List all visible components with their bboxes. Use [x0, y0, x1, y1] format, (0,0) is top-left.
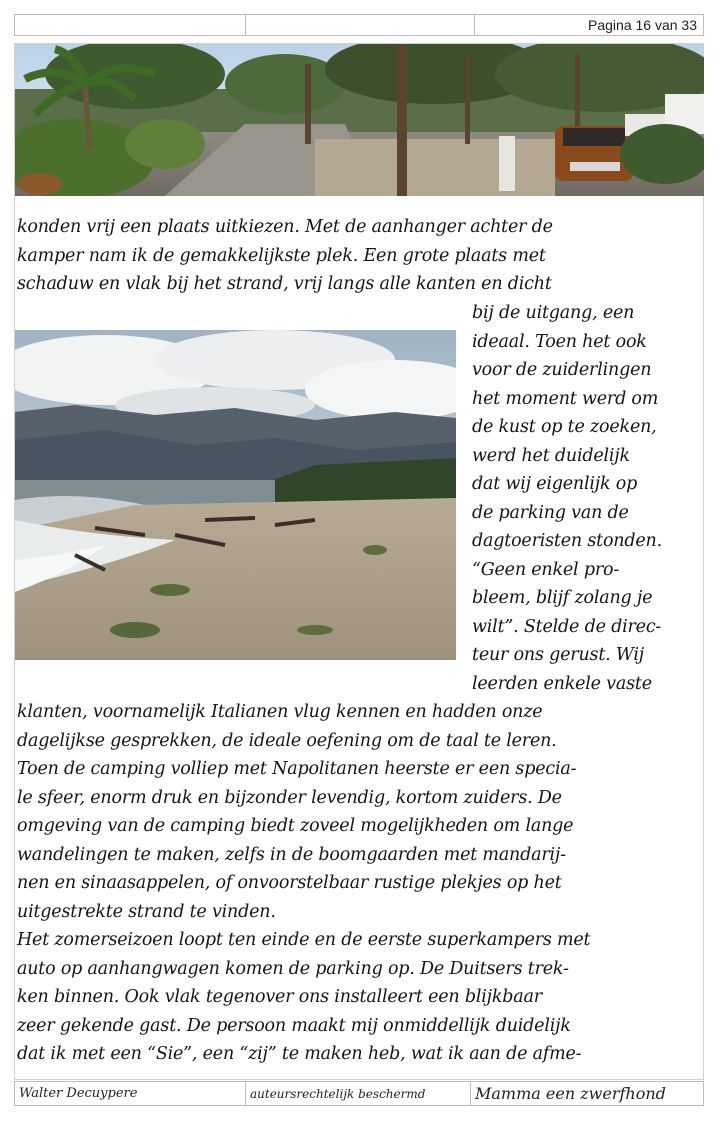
text-line: wilt”. Stelde de direc- — [472, 616, 662, 637]
paragraph-block-side — [472, 299, 662, 698]
text-line: schaduw en vlak bij het strand, vrij langs alle kanten en dicht — [17, 274, 552, 294]
page-number: Pagina 16 van 33 — [588, 17, 697, 33]
text-line: teur ons gerust. Wij — [472, 645, 644, 665]
footer-author: Walter Decuypere — [15, 1082, 246, 1105]
text-line: bleem, blijf zolang je — [472, 588, 653, 608]
header-cell-middle — [246, 15, 475, 35]
text-line: bij de uitgang, een — [472, 303, 635, 323]
text-line: voor de zuiderlingen — [472, 360, 652, 380]
text-line: le sfeer, enorm druk en bijzonder levendig, kortom zuiders. De — [17, 787, 562, 808]
text-line: het moment werd om — [472, 388, 659, 409]
text-line: dat ik met een “Sie”, een “zij” te maken heb, wat ik aan de afme- — [17, 1044, 582, 1064]
text-line: Het zomerseizoen loopt ten einde en de eerste superkampers met — [17, 930, 591, 950]
paragraph-block-top — [17, 213, 553, 299]
text-line: wandelingen te maken, zelfs in de boomgaarden met mandarij- — [17, 844, 566, 865]
text-line: dagtoeristen stonden. — [472, 531, 662, 551]
paragraph-block-bottom — [17, 698, 590, 1069]
text-line: konden vrij een plaats uitkiezen. Met de aanhanger achter de — [17, 217, 553, 237]
text-line: klanten, voornamelijk Italianen vlug kennen en hadden onze — [17, 702, 543, 722]
page-footer — [14, 1081, 704, 1106]
text-line: de kust op te zoeken, — [472, 417, 657, 437]
footer-book-title: Mamma een zwerfhond — [475, 1084, 666, 1103]
beach-photo — [15, 330, 456, 660]
text-line: dagelijkse gesprekken, de ideale oefening om de taal te leren. — [17, 730, 557, 751]
text-line: “Geen enkel pro- — [472, 559, 620, 580]
text-line: nen en sinaasappelen, of onvoorstelbaar rustige plekjes op het — [17, 873, 562, 893]
text-line: dat wij eigenlijk op — [472, 474, 638, 494]
text-line: omgeving van de camping biedt zoveel mogelijkheden om lange — [17, 816, 574, 836]
text-line: uitgestrekte strand te vinden. — [17, 901, 276, 922]
text-line: ken binnen. Ook vlak tegenover ons installeert een blijkbaar — [17, 987, 542, 1007]
text-line: zeer gekende gast. De persoon maakt mij onmiddellijk duidelijk — [17, 1015, 571, 1036]
text-line: leerden enkele vaste — [472, 673, 652, 694]
text-line: ideaal. Toen het ook — [472, 331, 647, 352]
page-header — [14, 14, 704, 36]
text-line: werd het duidelijk — [472, 445, 630, 466]
text-line: Toen de camping volliep met Napolitanen heerste er een specia- — [17, 759, 577, 779]
text-line: kamper nam ik de gemakkelijkste plek. Een grote plaats met — [17, 245, 546, 266]
text-line: de parking van de — [472, 502, 629, 523]
campsite-photo — [15, 44, 704, 196]
header-cell-left — [15, 15, 246, 35]
text-line: auto op aanhangwagen komen de parking op. De Duitsers trek- — [17, 958, 569, 979]
footer-copyright: auteursrechtelijk beschermd — [246, 1082, 471, 1105]
